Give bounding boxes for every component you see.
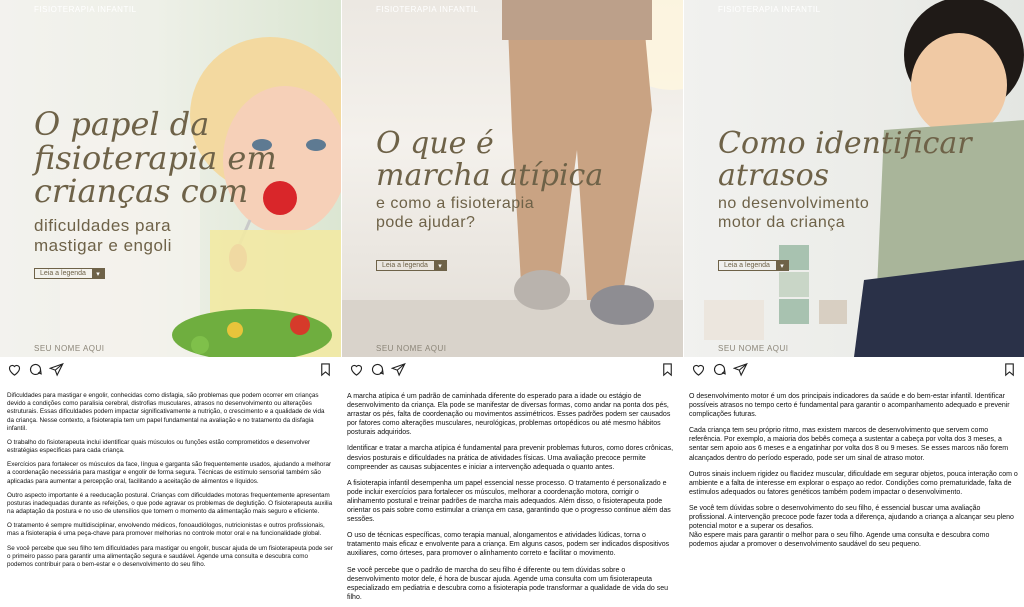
share-icon[interactable] — [391, 362, 406, 377]
footer-name: SEU NOME AQUI — [34, 344, 105, 353]
bookmark-icon[interactable] — [318, 362, 333, 377]
action-bar — [0, 357, 341, 381]
post-title: O que é marcha atípica — [376, 126, 604, 193]
post-card-1 — [0, 0, 341, 607]
share-icon[interactable] — [49, 362, 64, 377]
chevron-down-icon: ▾ — [92, 268, 104, 279]
post-subtitle: no desenvolvimento motor da criança — [718, 195, 870, 232]
comment-icon[interactable] — [28, 362, 43, 377]
bookmark-icon[interactable] — [1002, 362, 1017, 377]
action-bar — [684, 357, 1024, 381]
heart-icon[interactable] — [349, 362, 364, 377]
footer-name: SEU NOME AQUI — [376, 344, 447, 353]
post-title: Como identificar atrasos — [718, 126, 972, 193]
share-icon[interactable] — [733, 362, 748, 377]
bookmark-icon[interactable] — [660, 362, 675, 377]
post-subtitle: dificuldades para mastigar e engoli — [34, 216, 172, 256]
post-image[interactable] — [342, 0, 683, 357]
post-card-2 — [342, 0, 683, 607]
action-bar — [342, 357, 683, 381]
read-caption-button[interactable]: Leia a legenda ▾ — [718, 260, 789, 271]
post-caption: A marcha atípica é um padrão de caminhada diferente do esperado para a idade ou estágio de desenvolvimento da criança. Ela pode se manifestar de diversas formas, como andar na ponta dos pés, arrastar os pés, falta de coordenação ou movimentos assimétricos. Esses padrões podem ser causados por fatores como alterações musculares, neurológicas, problemas ortopédicos ou até mesmo hábitos posturais adquiridos. Identificar e tratar a marcha atípica é fundamental para prevenir problemas futuros, como dores crônicas, desvios posturais e dificuldades na prática de atividades físicas. Uma avaliação precoce permite compreender as causas subjacentes e iniciar a intervenção adequada o quanto antes. A fisioterapia infantil desempenha um papel essencial nesse processo. O tratamento é personalizado e pode incluir exercícios para fortalecer os músculos, melhorar a coordenação motora, corrigir o alinhamento postural e treinar padrões de marcha mais adequados. Além disso, o fisioterapeuta pode orientar os pais sobre como estimular a criança em casa, garantindo que o progresso continue além das sessões. O uso de técnicas específicas, como terapia manual, alongamentos e atividades lúdicas, torna o tratamento mais eficaz e envolvente para a criança. Em alguns casos, podem ser indicados dispositivos auxiliares, como órteses, para promover o alinhamento correto e facilitar o movimento. Se você percebe que o padrão de marcha do seu filho é diferente ou tem dúvidas sobre o desenvolvimento motor dele, é hora de buscar ajuda. Agende uma consulta com um fisioterapeuta especializado em pediatria e descubra como a fisioterapia pode transformar a qualidade de vida do seu filho. — [347, 393, 674, 601]
heart-icon[interactable] — [7, 362, 22, 377]
account-handle: FISIOTERAPIA INFANTIL — [376, 5, 479, 14]
chevron-down-icon: ▾ — [776, 260, 788, 271]
post-image[interactable] — [684, 0, 1024, 357]
footer-name: SEU NOME AQUI — [718, 344, 789, 353]
heart-icon[interactable] — [691, 362, 706, 377]
comment-icon[interactable] — [712, 362, 727, 377]
post-card-3 — [684, 0, 1024, 607]
comment-icon[interactable] — [370, 362, 385, 377]
post-caption: Dificuldades para mastigar e engolir, conhecidas como disfagia, são problemas que podem ocorrer em crianças devido a condições como paralisia cerebral, distrofias musculares, atrasos no desenvolvimento ou alterações estruturais. Essas dificuldades podem impactar significativamente a nutrição, o crescimento e a qualidade de vida da criança. Nesse contexto, a fisioterapia tem um papel fundamental na avaliação e no tratamento da disfagia infantil. O trabalho do fisioterapeuta inclui identificar quais músculos ou funções estão comprometidos e desenvolver estratégias específicas para cada criança. Exercícios para fortalecer os músculos da face, língua e garganta são frequentemente usados, ajudando a melhorar a coordenação necessária para mastigar e engolir de forma segura. Técnicas de estímulo sensorial também são aplicadas para aumentar a percepção oral, facilitando a aceitação de alimentos e líquidos. Outro aspecto importante é a reeducação postural. Crianças com dificuldades motoras frequentemente apresentam posturas inadequadas durante as refeições, o que pode agravar os problemas de deglutição. O fisioterapeuta auxilia na adaptação da postura e no uso de utensílios que tornem o momento da alimentação mais seguro e eficiente. O tratamento é sempre multidisciplinar, envolvendo médicos, fonoaudiólogos, nutricionistas e outros profissionais, mas a fisioterapia é uma peça-chave para promover melhorias no controle motor oral e na funcionalidade global. Se você percebe que seu filho tem dificuldades para mastigar ou engolir, buscar ajuda de um fisioterapeuta pode ser o primeiro passo para garantir uma alimentação segura e saudável. Agende uma consulta e descubra como podemos contribuir para o bem-estar e o desenvolvimento do seu filho. — [7, 392, 333, 568]
chevron-down-icon: ▾ — [434, 260, 446, 271]
read-caption-button[interactable]: Leia a legenda ▾ — [34, 268, 105, 279]
account-handle: FISIOTERAPIA INFANTIL — [34, 5, 137, 14]
post-caption: O desenvolvimento motor é um dos principais indicadores da saúde e do bem-estar infantil. Identificar possíveis atrasos no tempo certo é fundamental para garantir o acompanhamento adequado e prevenir complicações futuras. Cada criança tem seu próprio ritmo, mas existem marcos de desenvolvimento que servem como referência. Por exemplo, a maioria dos bebês começa a sustentar a cabeça por volta dos 3 meses, a sentar sem apoio aos 6 meses e a engatinhar por volta dos 8 ou 9 meses. Se esses marcos não forem alcançados dentro do período esperado, pode ser um sinal de atraso motor. Outros sinais incluem rigidez ou flacidez muscular, dificuldade em segurar objetos, pouca interação com o ambiente e a falta de interesse em explorar o espaço ao redor. Condições como prematuridade, falta de estímulos adequados ou fatores genéticos também podem impactar o desenvolvimento. Se você tem dúvidas sobre o desenvolvimento do seu filho, é essencial buscar uma avaliação profissional. A intervenção precoce pode fazer toda a diferença, ajudando a criança a alcançar seu pleno potencial motor e a superar os desafios. Não espere mais para garantir o melhor para o seu filho. Agende uma consulta e descubra como podemos ajudar a promover o desenvolvimento saudável do seu pequeno. — [689, 393, 1018, 549]
account-handle: FISIOTERAPIA INFANTIL — [718, 5, 821, 14]
post-subtitle: e como a fisioterapia pode ajudar? — [376, 195, 535, 232]
read-caption-button[interactable]: Leia a legenda ▾ — [376, 260, 447, 271]
post-title: O papel da fisioterapia em crianças com — [34, 105, 277, 211]
post-image[interactable] — [0, 0, 341, 357]
